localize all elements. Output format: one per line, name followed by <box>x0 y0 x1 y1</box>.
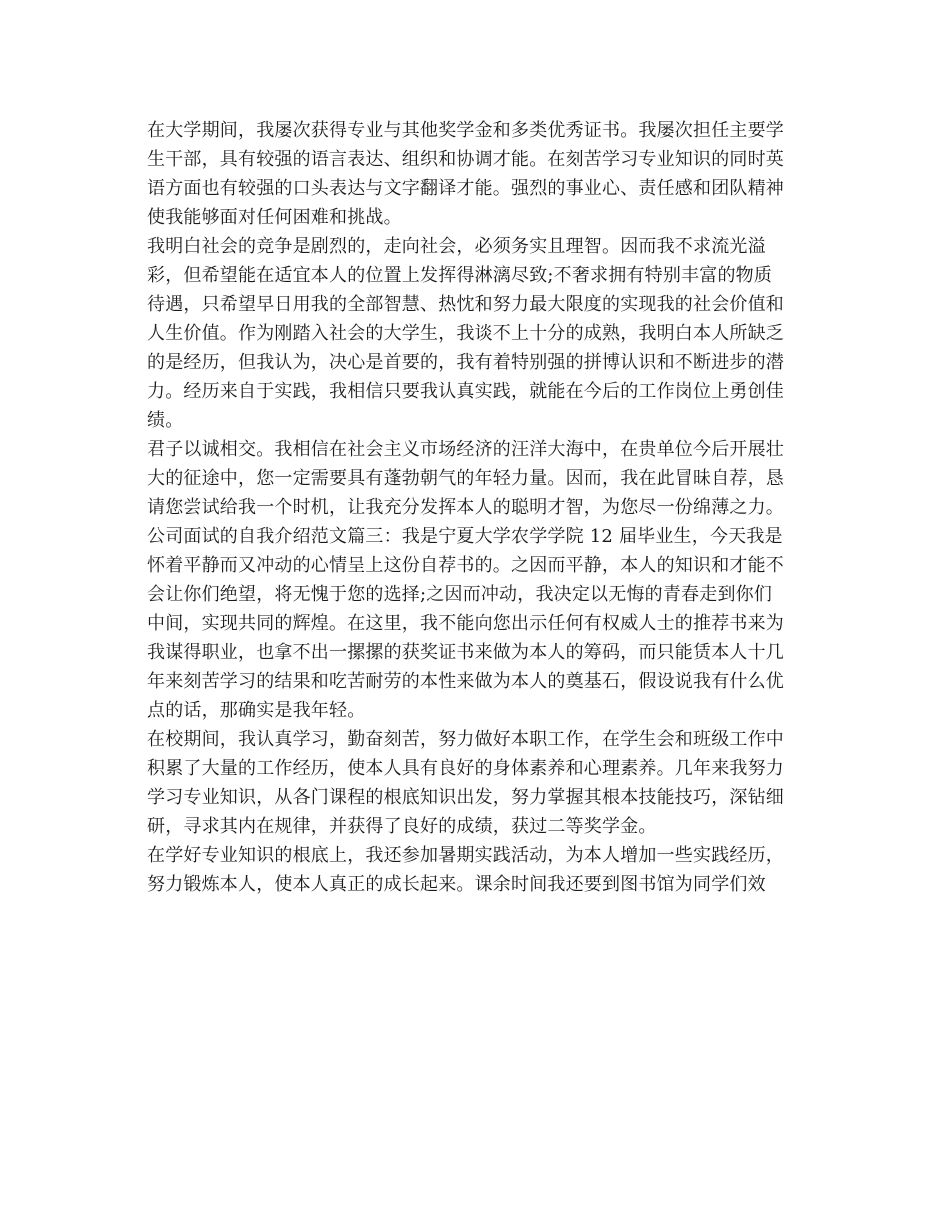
text-line: 年来刻苦学习的结果和吃苦耐劳的本性来做为本人的奠基石，假设说我有什么优 <box>147 671 784 692</box>
text-line: 大的征途中，您一定需要具有蓬勃朝气的年轻力量。因而，我在此冒昧自荐，恳 <box>147 468 784 489</box>
text-line: 我谋得职业，也拿不出一摞摞的获奖证书来做为本人的筹码，而只能赁本人十几 <box>147 642 784 663</box>
text-line: 在学好专业知识的根底上，我还参加暑期实践活动，为本人增加一些实践经历， <box>147 845 784 866</box>
text-line: 努力锻炼本人，使本人真正的成长起来。课余时间我还要到图书馆为同学们效 <box>147 874 766 895</box>
text-line: 生干部，具有较强的语言表达、组织和协调才能。在刻苦学习专业知识的同时英 <box>147 149 784 170</box>
text-line: 绩。 <box>147 410 184 431</box>
text-line: 点的话，那确实是我年轻。 <box>147 700 366 721</box>
text-line: 君子以诚相交。我相信在社会主义市场经济的汪洋大海中，在贵单位今后开展壮 <box>147 439 784 460</box>
text-line: 研，寻求其内在规律，并获得了良好的成绩，获过二等奖学金。 <box>147 816 657 837</box>
text-line: 我明白社会的竞争是剧烈的，走向社会，必须务实且理智。因而我不求流光溢 <box>147 236 766 257</box>
text-line: 学习专业知识，从各门课程的根底知识出发，努力掌握其根本技能技巧，深钻细 <box>147 787 784 808</box>
text-line: 会让你们绝望，将无愧于您的选择;之因而冲动，我决定以无悔的青春走到你们 <box>147 584 773 605</box>
text-line: 彩，但希望能在适宜本人的位置上发挥得淋漓尽致;不奢求拥有特别丰富的物质 <box>147 265 773 286</box>
text-line: 语方面也有较强的口头表达与文字翻译才能。强烈的事业心、责任感和团队精神 <box>147 178 784 199</box>
text-line: 的是经历，但我认为，决心是首要的，我有着特别强的拼博认识和不断进步的潜 <box>147 352 784 373</box>
document-body <box>147 116 807 899</box>
text-line: 在校期间，我认真学习，勤奋刻苦，努力做好本职工作，在学生会和班级工作中 <box>147 729 784 750</box>
text-line: 使我能够面对任何困难和挑战。 <box>147 207 402 228</box>
text-line: 怀着平静而又冲动的心情呈上这份自荐书的。之因而平静，本人的知识和才能不 <box>147 555 784 576</box>
text-line: 人生价值。作为刚踏入社会的大学生，我谈不上十分的成熟，我明白本人所缺乏 <box>147 323 784 344</box>
text-line: 力。经历来自于实践，我相信只要我认真实践，就能在今后的工作岗位上勇创佳 <box>147 381 784 402</box>
text-line: 中间，实现共同的辉煌。在这里，我不能向您出示任何有权威人士的推荐书来为 <box>147 613 784 634</box>
text-line: 在大学期间，我屡次获得专业与其他奖学金和多类优秀证书。我屡次担任主要学 <box>147 120 784 141</box>
text-line: 请您尝试给我一个时机，让我充分发挥本人的聪明才智，为您尽一份绵薄之力。 <box>147 497 784 518</box>
text-line: 公司面试的自我介绍范文篇三：我是宁夏大学农学学院 12 届毕业生，今天我是 <box>147 526 783 547</box>
text-line: 待遇，只希望早日用我的全部智慧、热忱和努力最大限度的实现我的社会价值和 <box>147 294 784 315</box>
text-line: 积累了大量的工作经历，使本人具有良好的身体素养和心理素养。几年来我努力 <box>147 758 784 779</box>
